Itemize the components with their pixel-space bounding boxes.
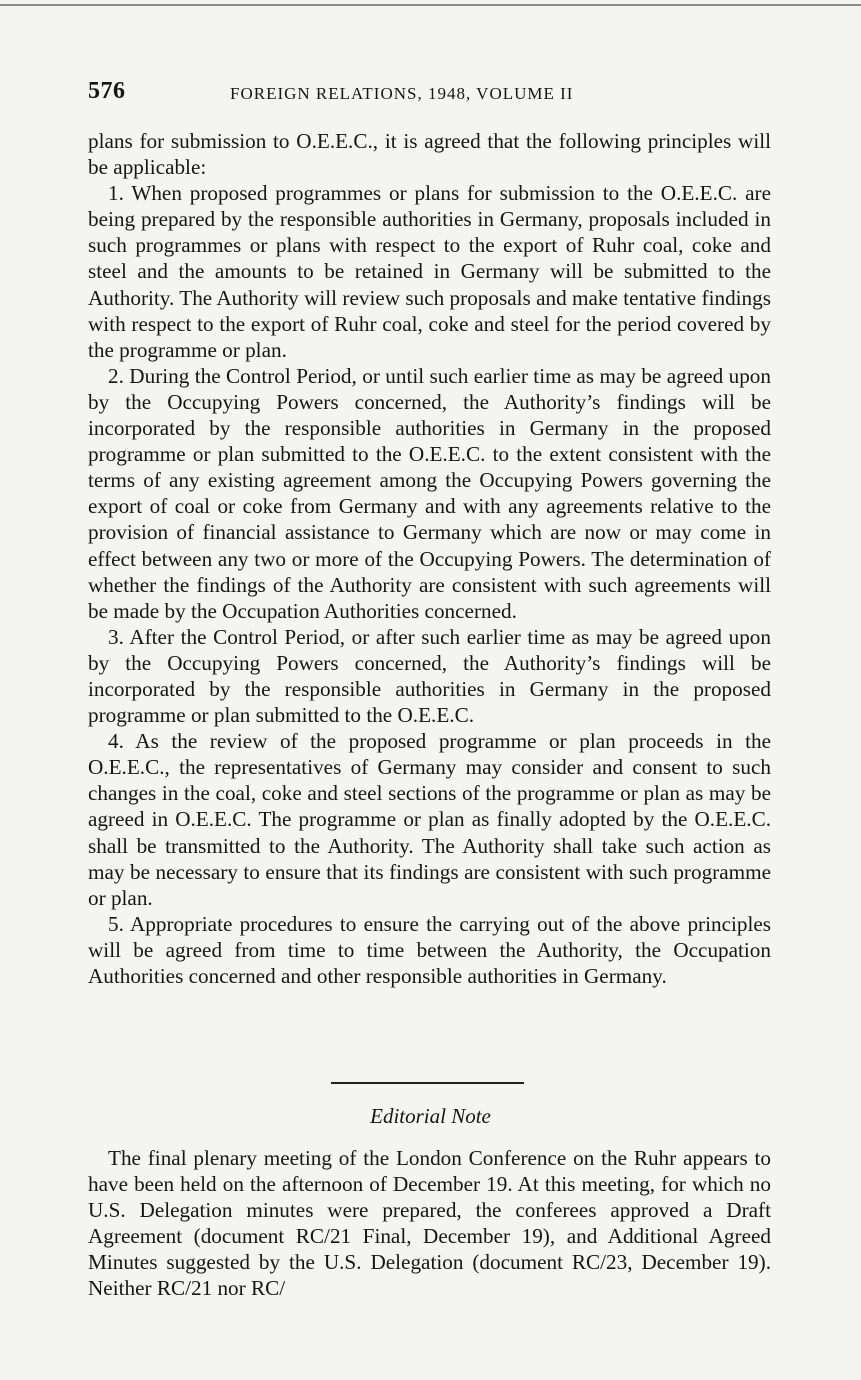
section-divider (331, 1082, 524, 1084)
top-edge-rule (0, 4, 861, 6)
paragraph-item-4: 4. As the review of the proposed programme or plan proceeds in the O.E.E.C., the representatives of Germany may consider and consent to such changes in the coal, coke and steel sections of the programme or plan as may be agreed in O.E.E.C. The programme or plan as finally adopted by the O.E.E.C. shall be transmitted to the Authority. The Authority shall take such action as may be necessary to ensure that its findings are consistent with such programme or plan. (88, 729, 771, 910)
body-text (88, 128, 771, 989)
paragraph-item-3: 3. After the Control Period, or after such earlier time as may be agreed upon by the Occupying Powers concerned, the Authority’s findings will be incorporated by the responsible authorities in Germany in the proposed programme or plan submitted to the O.E.E.C. (88, 624, 771, 728)
editorial-note-paragraph: The final plenary meeting of the London Conference on the Ruhr appears to have been held on the afternoon of December 19. At this meeting, for which no U.S. Delegation minutes were prepared, the conferees approved a Draft Agreement (document RC/21 Final, December 19), and Additional Agreed Minutes suggested by the U.S. Delegation (document RC/23, December 19). Neither RC/21 nor RC/ (88, 1146, 771, 1301)
paragraph-item-1: 1. When proposed programmes or plans for submission to the O.E.E.C. are being prepared by the responsible authorities in Germany, proposals included in such programmes or plans with respect to the export of Ruhr coal, coke and steel and the amounts to be retained in Germany will be submitted to the Authority. The Authority will review such proposals and make tentative findings with respect to the export of Ruhr coal, coke and steel for the period covered by the programme or plan. (88, 181, 771, 362)
page-number: 576 (88, 78, 126, 104)
paragraph-item-2: 2. During the Control Period, or until such earlier time as may be agreed upon by the Occupying Powers concerned, the Authority’s findings will be incorporated by the responsible authorities in Germany in the proposed programme or plan submitted to the O.E.E.C. to the extent consistent with the terms of any existing agreement among the Occupying Powers governing the export of coal or coke from Germany and with any agreements relative to the provision of financial assistance to Germany which are now or may come in effect between any two or more of the Occupying Powers. The determination of whether the findings of the Authority are consistent with such agreements will be made by the Occupation Authorities concerned. (88, 363, 771, 623)
page-header (88, 78, 768, 112)
running-head: FOREIGN RELATIONS, 1948, VOLUME II (230, 84, 574, 103)
editorial-note-body (88, 1145, 771, 1302)
paragraph-continuation: plans for submission to O.E.E.C., it is agreed that the following principles will be applicable: (88, 129, 771, 180)
editorial-note-heading: Editorial Note (370, 1104, 491, 1128)
paragraph-item-5: 5. Appropriate procedures to ensure the carrying out of the above principles will be agreed from time to time between the Authority, the Occupation Authorities concerned and other responsible authorities in Germany. (88, 911, 771, 988)
